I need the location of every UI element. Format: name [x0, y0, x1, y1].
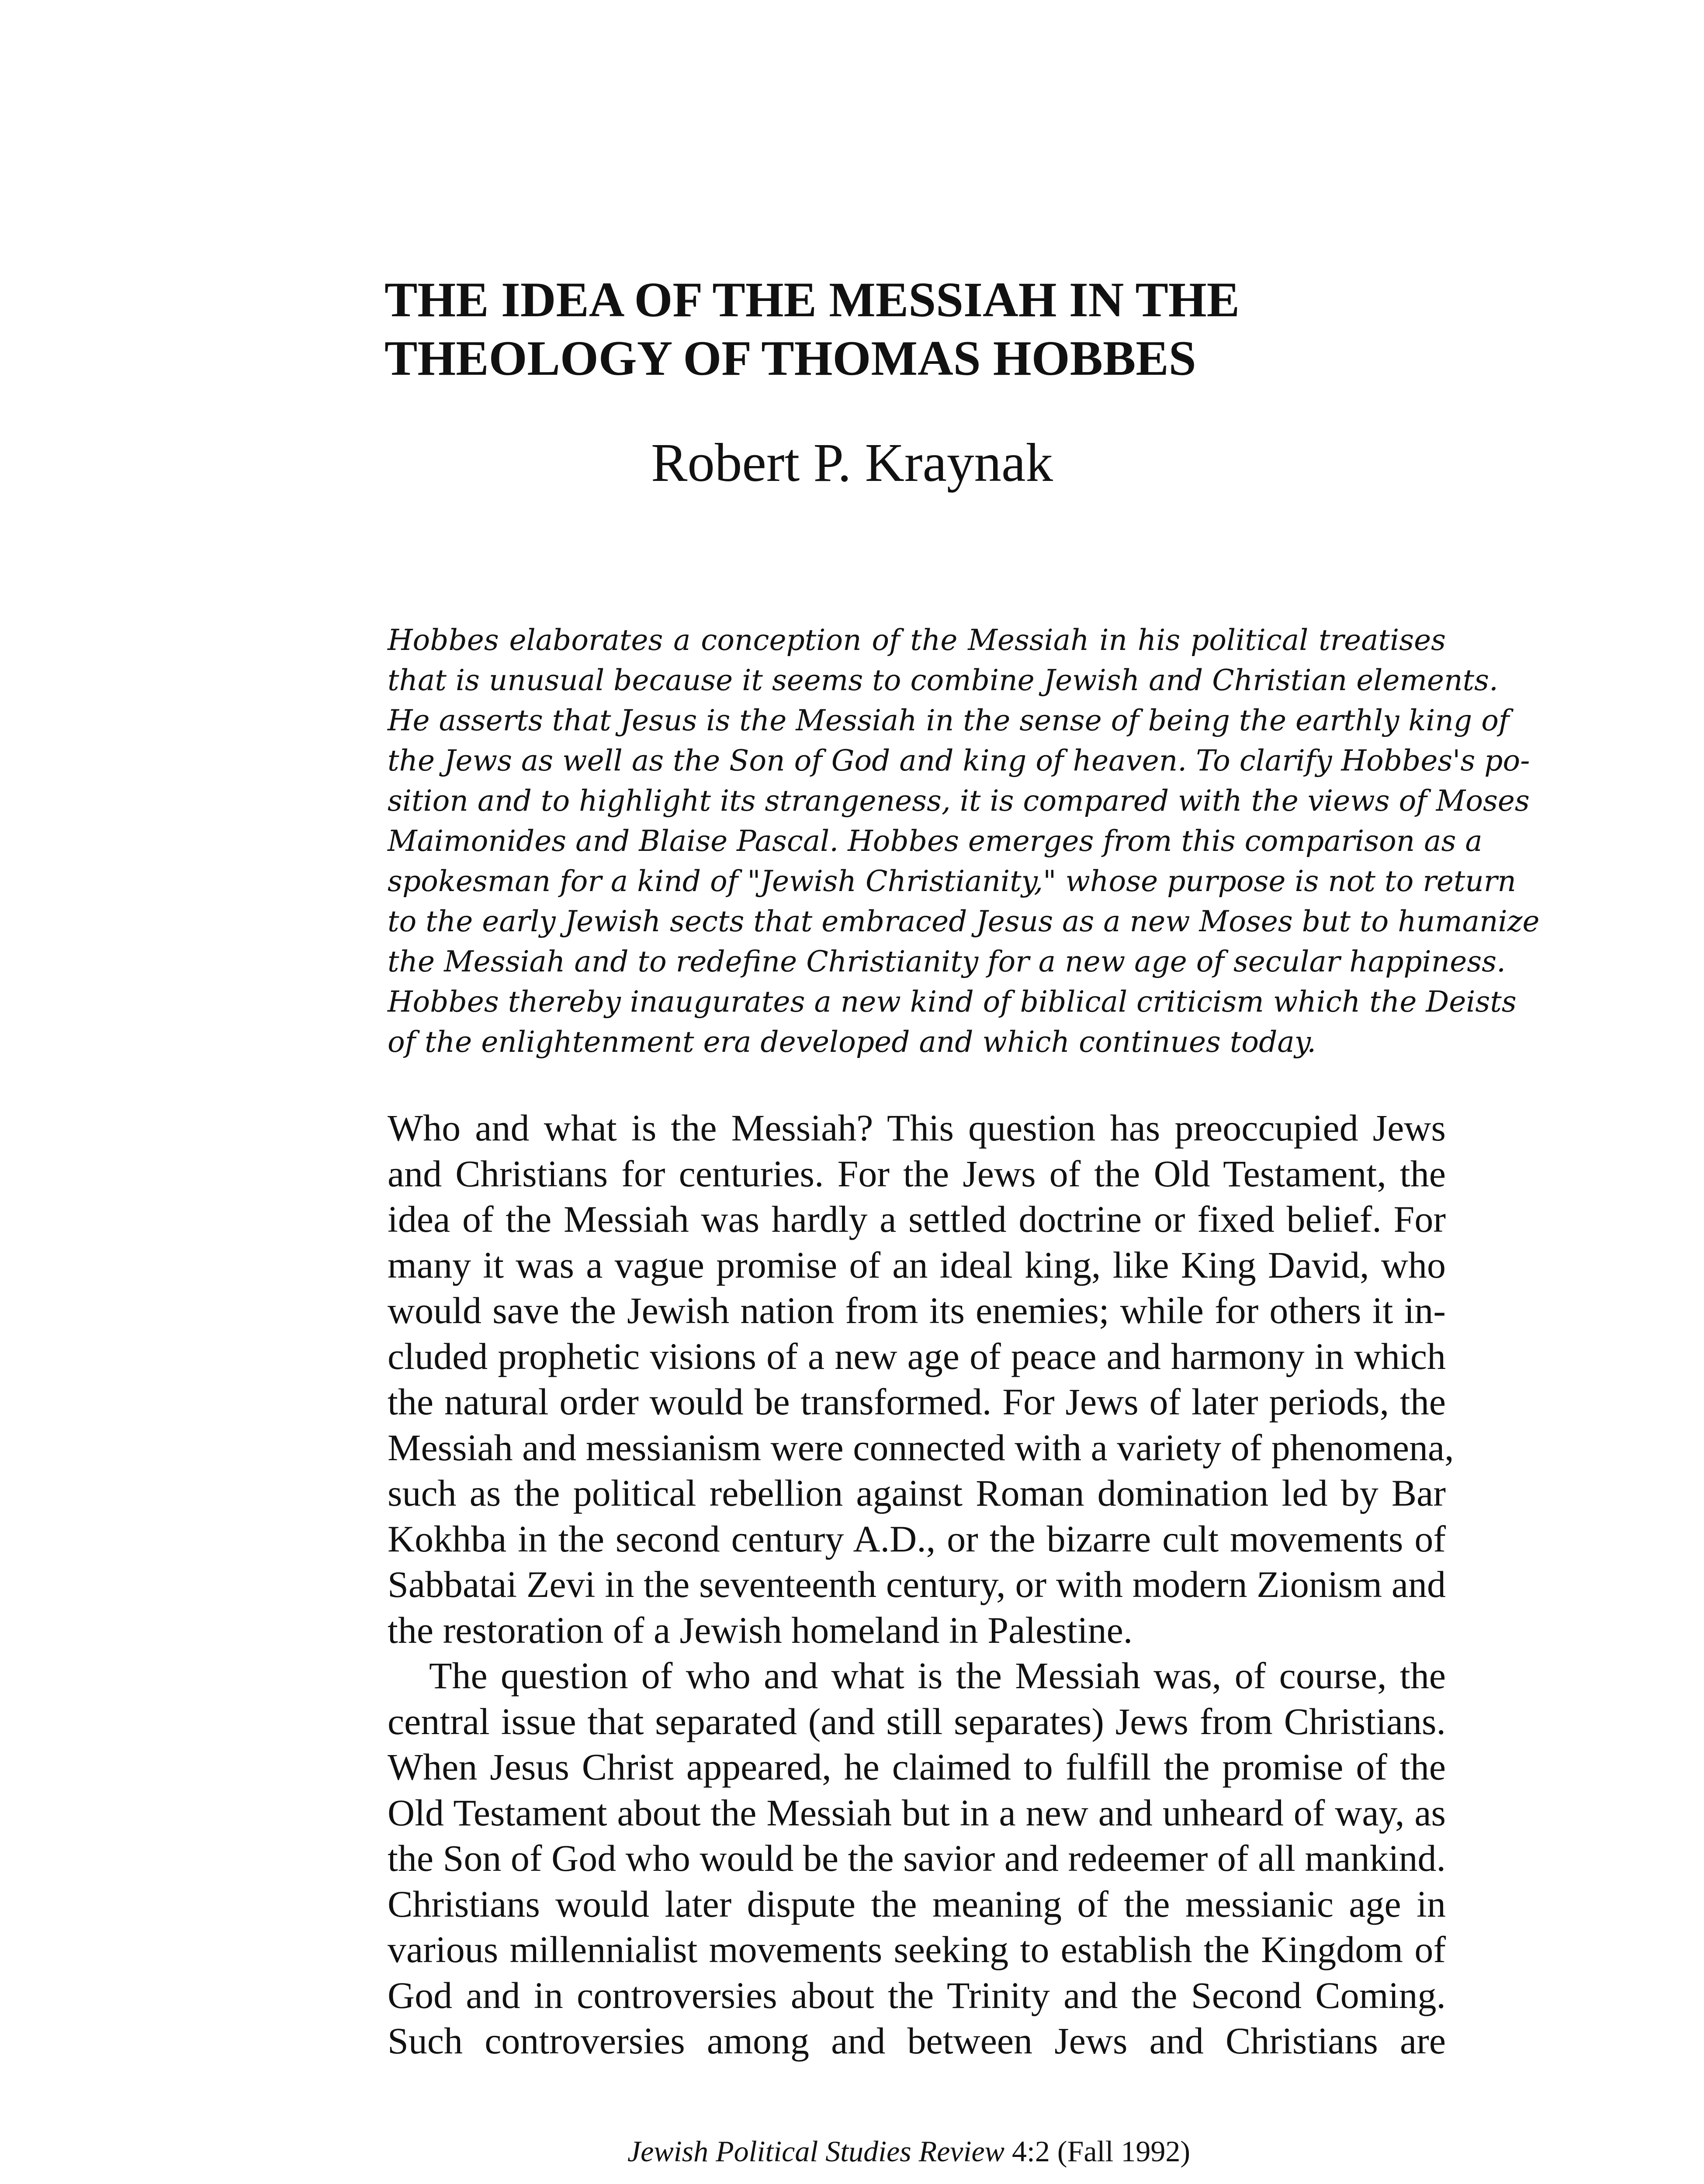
abstract-line: that is unusual because it seems to combine Jewish and Christian elements.	[388, 663, 1498, 697]
body-line: central issue that separated (and still separates) Jews from Christians.	[388, 1700, 1446, 1742]
abstract-line: sition and to highlight its strangeness, it is compared with the views of Moses	[388, 784, 1530, 818]
article-title	[384, 271, 1346, 388]
body-line: Kokhba in the second century A.D., or the bizarre cult movements of	[388, 1517, 1446, 1560]
body-line: such as the political rebellion against Roman domination led by Bar	[388, 1472, 1446, 1514]
abstract-line: Hobbes thereby inaugurates a new kind of biblical criticism which the Deists	[388, 985, 1517, 1019]
body-line: The question of who and what is the Messiah was, of course, the	[429, 1655, 1446, 1697]
body-line: the natural order would be transformed. For Jews of later periods, the	[388, 1381, 1446, 1423]
abstract-line: of the enlightenment era developed and which continues today.	[388, 1025, 1316, 1059]
journal-issue: 4:2 (Fall 1992)	[1012, 2135, 1190, 2168]
body-line: Old Testament about the Messiah but in a new and unheard of way, as	[388, 1791, 1446, 1834]
journal-citation	[437, 2132, 1381, 2171]
journal-name: Jewish Political Studies Review	[627, 2135, 1005, 2168]
body-line: Sabbatai Zevi in the seventeenth century, or with modern Zionism and	[388, 1563, 1446, 1605]
article-abstract	[388, 620, 1540, 1062]
article-title-line-2: THEOLOGY OF THOMAS HOBBES	[384, 331, 1196, 386]
body-line: Such controversies among and between Jews and Christians are	[388, 2020, 1446, 2062]
body-line: God and in controversies about the Trinity and the Second Coming.	[388, 1974, 1446, 2016]
article-body	[388, 1105, 1454, 2064]
body-line: Christians would later dispute the meaning of the messianic age in	[388, 1883, 1446, 1925]
body-line: would save the Jewish nation from its enemies; while for others it in-	[388, 1289, 1446, 1331]
article-title-line-1: THE IDEA OF THE MESSIAH IN THE	[384, 273, 1240, 327]
body-line: idea of the Messiah was hardly a settled doctrine or fixed belief. For	[388, 1198, 1446, 1240]
body-line: and Christians for centuries. For the Jews of the Old Testament, the	[388, 1152, 1446, 1195]
body-line: When Jesus Christ appeared, he claimed to fulfill the promise of the	[388, 1746, 1446, 1788]
body-line: the Son of God who would be the savior and redeemer of all mankind.	[388, 1837, 1446, 1879]
abstract-line: spokesman for a kind of "Jewish Christianity," whose purpose is not to return	[388, 864, 1516, 898]
body-paragraph-1	[388, 1105, 1454, 1653]
body-line: Who and what is the Messiah? This question has preoccupied Jews	[388, 1107, 1446, 1149]
abstract-line: the Messiah and to redefine Christianity for a new age of secular happiness.	[388, 945, 1506, 978]
abstract-line: to the early Jewish sects that embraced Jesus as a new Moses but to humanize	[388, 905, 1540, 938]
article-author: Robert P. Kraynak	[651, 433, 1053, 493]
abstract-line: He asserts that Jesus is the Messiah in the sense of being the earthly king of	[388, 704, 1510, 737]
body-line: various millennialist movements seeking to establish the Kingdom of	[388, 1928, 1446, 1970]
abstract-line: Maimonides and Blaise Pascal. Hobbes emerges from this comparison as a	[388, 824, 1482, 858]
body-paragraph-2	[388, 1653, 1446, 2064]
abstract-line: the Jews as well as the Son of God and king of heaven. To clarify Hobbes's po-	[388, 744, 1530, 778]
abstract-line: Hobbes elaborates a conception of the Messiah in his political treatises	[388, 623, 1446, 657]
body-line: the restoration of a Jewish homeland in Palestine.	[388, 1609, 1133, 1651]
body-line: cluded prophetic visions of a new age of peace and harmony in which	[388, 1335, 1446, 1377]
body-line: many it was a vague promise of an ideal king, like King David, who	[388, 1244, 1446, 1286]
body-line: Messiah and messianism were connected with a variety of phenomena,	[388, 1426, 1454, 1469]
